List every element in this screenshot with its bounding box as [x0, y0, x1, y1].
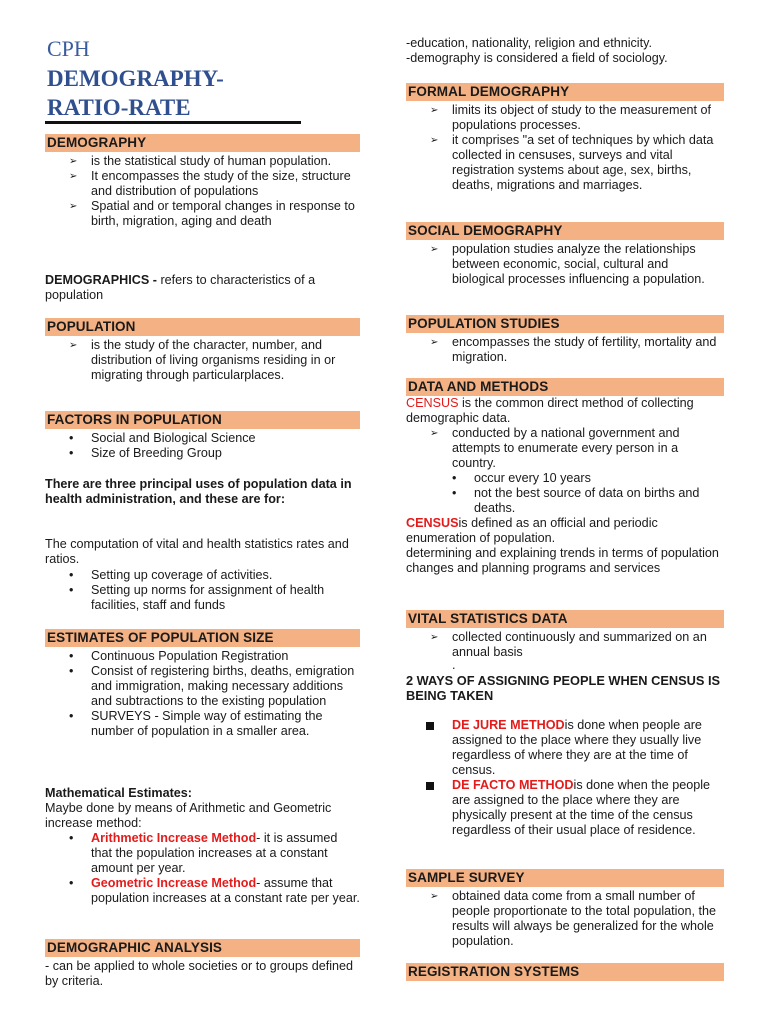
arrow-bullet-icon: ➢ — [430, 632, 439, 643]
section-demography — [45, 134, 360, 229]
list-item: • not the best source of data on births and deaths. — [452, 486, 700, 515]
section-sample-survey — [406, 869, 724, 949]
ways-heading: 2 WAYS OF ASSIGNING PEOPLE WHEN CENSUS IS BEING TAKEN — [406, 673, 721, 703]
list-item: ➢ It encompasses the study of the size, structure and distribution of populations — [69, 169, 351, 198]
section-analysis — [45, 939, 360, 989]
arrow-bullet-icon: ➢ — [69, 201, 78, 212]
arrow-bullet-icon: ➢ — [430, 244, 439, 255]
section-heading: REGISTRATION SYSTEMS — [406, 963, 724, 981]
arrow-bullet-icon: ➢ — [69, 171, 78, 182]
analysis-text: - can be applied to whole societies or to groups defined by criteria. — [45, 959, 354, 988]
list-item: ➢ is the statistical study of human population. — [69, 154, 332, 168]
arrow-bullet-icon: ➢ — [430, 428, 439, 439]
section-vital-statistics — [406, 610, 724, 670]
list-item: ➢ obtained data come from a small number of people proportionate to the total population, the results will always be generalized for the whole population. — [430, 889, 716, 948]
list-item: • Size of Breeding Group — [69, 446, 222, 460]
page-title — [47, 64, 317, 122]
arrow-bullet-icon: ➢ — [430, 105, 439, 116]
square-bullet-icon — [426, 722, 434, 730]
section-social-demography — [406, 222, 724, 287]
uses-paragraph: The computation of vital and health statistics rates and ratios. — [45, 537, 349, 566]
list-item: ➢ it comprises "a set of techniques by which data collected in censuses, surveys and vital registration systems about age, sex, births, deaths, migrations and marriages. — [430, 133, 714, 192]
uses-list — [45, 568, 360, 613]
list-item: ➢ population studies analyze the relationships between economic, social, cultural and biological processes influencing a population. — [430, 242, 705, 286]
section-estimates — [45, 629, 360, 739]
section-heading: POPULATION — [45, 318, 360, 336]
section-two-ways — [406, 673, 724, 838]
list-item: ➢ encompasses the study of fertility, mortality and migration. — [430, 335, 717, 364]
section-registration-systems — [406, 963, 724, 981]
section-heading: FORMAL DEMOGRAPHY — [406, 83, 724, 101]
uses-intro: There are three principal uses of population data in health administration, and these are for: — [45, 477, 352, 506]
section-data-methods — [406, 378, 724, 576]
list-item: DE FACTO METHODis done when the people are assigned to the place where they are physically present at the time of the census regardless of their usual place of residence. — [406, 778, 724, 838]
math-intro: Maybe done by means of Arithmetic and Geometric increase method: — [45, 801, 332, 830]
arrow-bullet-icon: ➢ — [69, 156, 78, 167]
section-population — [45, 318, 360, 383]
stray-dot: . — [452, 658, 456, 672]
title-underline — [45, 121, 301, 124]
list-item: ➢ limits its object of study to the measurement of populations processes. — [430, 103, 711, 132]
list-item: • SURVEYS - Simple way of estimating the number of population in a smaller area. — [69, 709, 323, 738]
section-heading: FACTORS IN POPULATION — [45, 411, 360, 429]
list-item: • Geometric Increase Method- assume that population increases at a constant rate per year. — [69, 876, 360, 905]
section-heading: SAMPLE SURVEY — [406, 869, 724, 887]
arrow-bullet-icon: ➢ — [430, 891, 439, 902]
list-item: ➢ collected continuously and summarized on an annual basis — [430, 630, 707, 659]
math-heading: Mathematical Estimates: — [45, 786, 192, 800]
top-line-1: -education, nationality, religion and ethnicity. — [406, 36, 652, 50]
title-line-2: RATIO-RATE — [47, 95, 191, 120]
demographics-definition: DEMOGRAPHICS - refers to characteristics of a population — [45, 273, 316, 302]
list-item: • Setting up coverage of activities. — [69, 568, 273, 582]
list-item: ➢ conducted by a national government and attempts to enumerate every person in a country. — [430, 426, 680, 470]
list-item: DE JURE METHODis done when people are assigned to the place where they usually live regardless of where they are at the time of census. — [406, 718, 724, 778]
section-heading: POPULATION STUDIES — [406, 315, 724, 333]
list-item: • Social and Biological Science — [69, 431, 256, 445]
census-definition: CENSUS is the common direct method of collecting demographic data. — [406, 396, 694, 425]
section-factors — [45, 411, 360, 461]
arrow-bullet-icon: ➢ — [69, 340, 78, 351]
section-heading: DEMOGRAPHIC ANALYSIS — [45, 939, 360, 957]
section-heading: DATA AND METHODS — [406, 378, 724, 396]
census-official: CENSUSis defined as an official and periodic enumeration of population. — [406, 516, 658, 545]
list-item: • Continuous Population Registration — [69, 649, 289, 663]
list-item: ➢ Spatial and or temporal changes in response to birth, migration, aging and death — [69, 199, 355, 228]
list-item: • Consist of registering births, deaths, emigration and immigration, making necessary additions and subtractions to the existing population — [69, 664, 355, 708]
title-cph: CPH — [47, 36, 90, 61]
section-heading: SOCIAL DEMOGRAPHY — [406, 222, 724, 240]
list-item: • Arithmetic Increase Method- it is assumed that the population increases at a constant amount per year. — [69, 831, 338, 875]
arrow-bullet-icon: ➢ — [430, 337, 439, 348]
section-population-studies — [406, 315, 724, 365]
top-line-2: -demography is considered a field of sociology. — [406, 51, 668, 65]
section-heading: DEMOGRAPHY — [45, 134, 360, 152]
section-heading: ESTIMATES OF POPULATION SIZE — [45, 629, 360, 647]
section-heading: VITAL STATISTICS DATA — [406, 610, 724, 628]
trends-paragraph: determining and explaining trends in terms of population changes and planning programs and services — [406, 546, 719, 575]
title-line-1: DEMOGRAPHY- — [47, 66, 224, 91]
list-item: ➢ is the study of the character, number, and distribution of living organisms residing in or migrating through particularplaces. — [69, 338, 336, 382]
square-bullet-icon — [426, 782, 434, 790]
section-math-estimates — [45, 786, 360, 906]
list-item: • occur every 10 years — [452, 471, 591, 485]
list-item: • Setting up norms for assignment of health facilities, staff and funds — [69, 583, 325, 612]
arrow-bullet-icon: ➢ — [430, 135, 439, 146]
section-formal-demography — [406, 83, 724, 193]
